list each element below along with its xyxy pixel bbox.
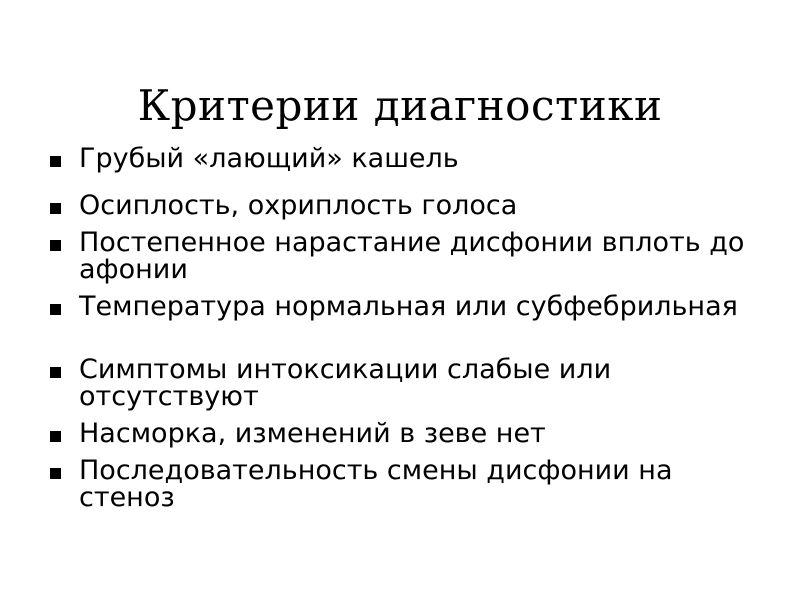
list-item-text: Насморка, изменений в зеве нет (79, 418, 546, 449)
list-item-text: Постепенное нарастание дисфонии вплоть до афонии (79, 227, 745, 285)
list-item-text: Грубый «лающий» кашель (79, 143, 459, 174)
square-bullet-icon (50, 367, 61, 378)
list-item-text: Последовательность смены дисфонии на стеноз (79, 455, 673, 513)
square-bullet-icon (50, 203, 61, 214)
square-bullet-icon (50, 468, 61, 479)
list-item-text: Симптомы интоксикации слабые или отсутствуют (79, 354, 612, 412)
square-bullet-icon (50, 304, 61, 315)
square-bullet-icon (50, 156, 61, 167)
square-bullet-icon (50, 431, 61, 442)
list-item-text: Температура нормальная или субфебрильная (79, 291, 738, 322)
square-bullet-icon (50, 240, 61, 251)
list-item-text: Осиплость, охриплость голоса (79, 190, 518, 221)
slide-title: Критерии диагностики (137, 81, 663, 131)
